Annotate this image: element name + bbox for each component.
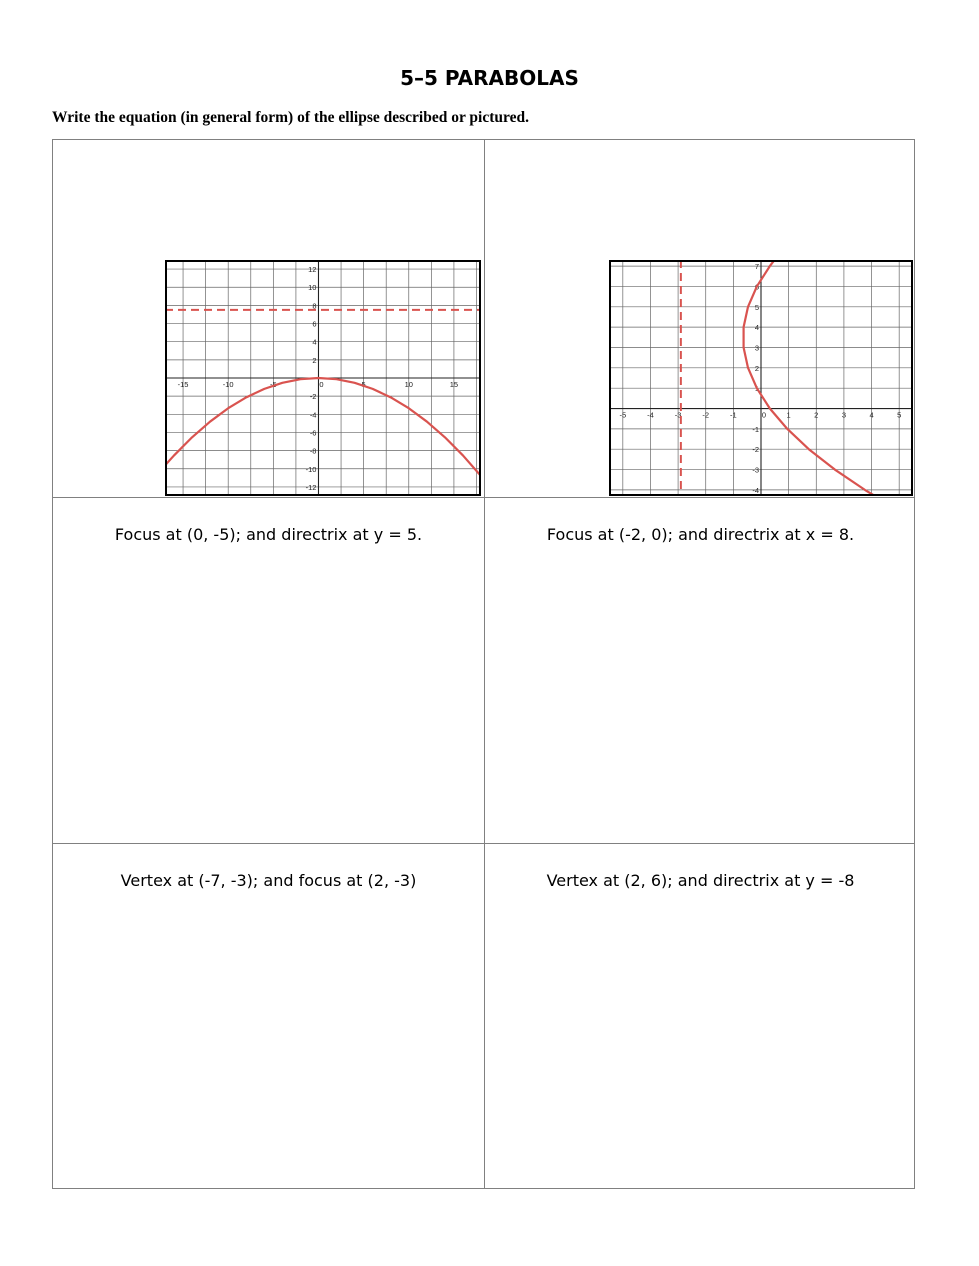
problem-3-prompt: Focus at (0, -5); and directrix at y = 5. xyxy=(114,525,423,544)
page-title: 5–5 PARABOLAS xyxy=(400,66,579,90)
x-tick-label: -1 xyxy=(730,410,737,420)
instructions: Write the equation (in general form) of the ellipse described or pictured. xyxy=(52,109,529,126)
y-tick-label: -8 xyxy=(309,446,317,456)
column-divider xyxy=(484,140,485,1188)
row-divider-1 xyxy=(53,497,914,498)
y-tick-label: 5 xyxy=(754,302,759,312)
y-tick-label: -4 xyxy=(309,410,317,420)
problem-6-prompt: Vertex at (2, 6); and directrix at y = -8 xyxy=(546,871,855,890)
x-tick-label: 2 xyxy=(814,410,819,420)
x-tick-label: -3 xyxy=(674,410,682,420)
x-tick-label: 0 xyxy=(319,380,324,389)
y-tick-label: -10 xyxy=(305,464,317,474)
x-tick-label: 15 xyxy=(449,380,459,389)
y-tick-label: 3 xyxy=(754,343,759,353)
x-tick-label: -2 xyxy=(702,410,710,420)
y-tick-label: -3 xyxy=(752,465,759,475)
y-tick-label: 2 xyxy=(754,363,759,373)
y-tick-label: 6 xyxy=(754,282,759,292)
y-tick-label: 12 xyxy=(308,265,317,275)
y-tick-label: -2 xyxy=(309,392,317,402)
y-tick-label: 7 xyxy=(754,262,759,272)
problem-4-prompt: Focus at (-2, 0); and directrix at x = 8. xyxy=(546,525,855,544)
y-tick-label: 1 xyxy=(754,384,759,394)
x-tick-label: -15 xyxy=(177,380,189,389)
graph-2-rightward-parabola xyxy=(609,260,913,496)
y-tick-label: -4 xyxy=(752,485,759,495)
x-tick-label: 5 xyxy=(897,410,902,420)
y-tick-label: -6 xyxy=(309,428,317,438)
parabola-curve xyxy=(744,260,875,496)
y-tick-label: -12 xyxy=(305,482,317,492)
x-tick-label: -5 xyxy=(270,380,277,389)
y-tick-label: 4 xyxy=(312,337,317,347)
x-tick-label: -5 xyxy=(619,410,627,420)
y-tick-label: -1 xyxy=(752,424,759,434)
y-tick-label: -2 xyxy=(752,445,759,455)
x-tick-label: 4 xyxy=(869,410,874,420)
x-tick-label: 10 xyxy=(404,380,413,389)
row-divider-2 xyxy=(53,843,914,844)
y-tick-label: 8 xyxy=(312,301,317,311)
graph-1-downward-parabola xyxy=(165,260,481,496)
parabola-curve xyxy=(165,378,481,476)
problem-5-prompt: Vertex at (-7, -3); and focus at (2, -3) xyxy=(120,871,417,890)
x-tick-label: 3 xyxy=(841,410,846,420)
y-tick-label: 4 xyxy=(754,323,759,333)
problem-table xyxy=(52,139,915,1189)
x-tick-label: 0 xyxy=(761,410,767,420)
x-tick-label: 5 xyxy=(361,380,366,389)
x-tick-label: 1 xyxy=(786,410,791,420)
x-tick-label: -4 xyxy=(647,410,654,420)
y-tick-label: 10 xyxy=(308,283,317,293)
x-tick-label: -10 xyxy=(222,380,234,389)
y-tick-label: 6 xyxy=(312,319,317,329)
y-tick-label: 2 xyxy=(312,355,317,365)
